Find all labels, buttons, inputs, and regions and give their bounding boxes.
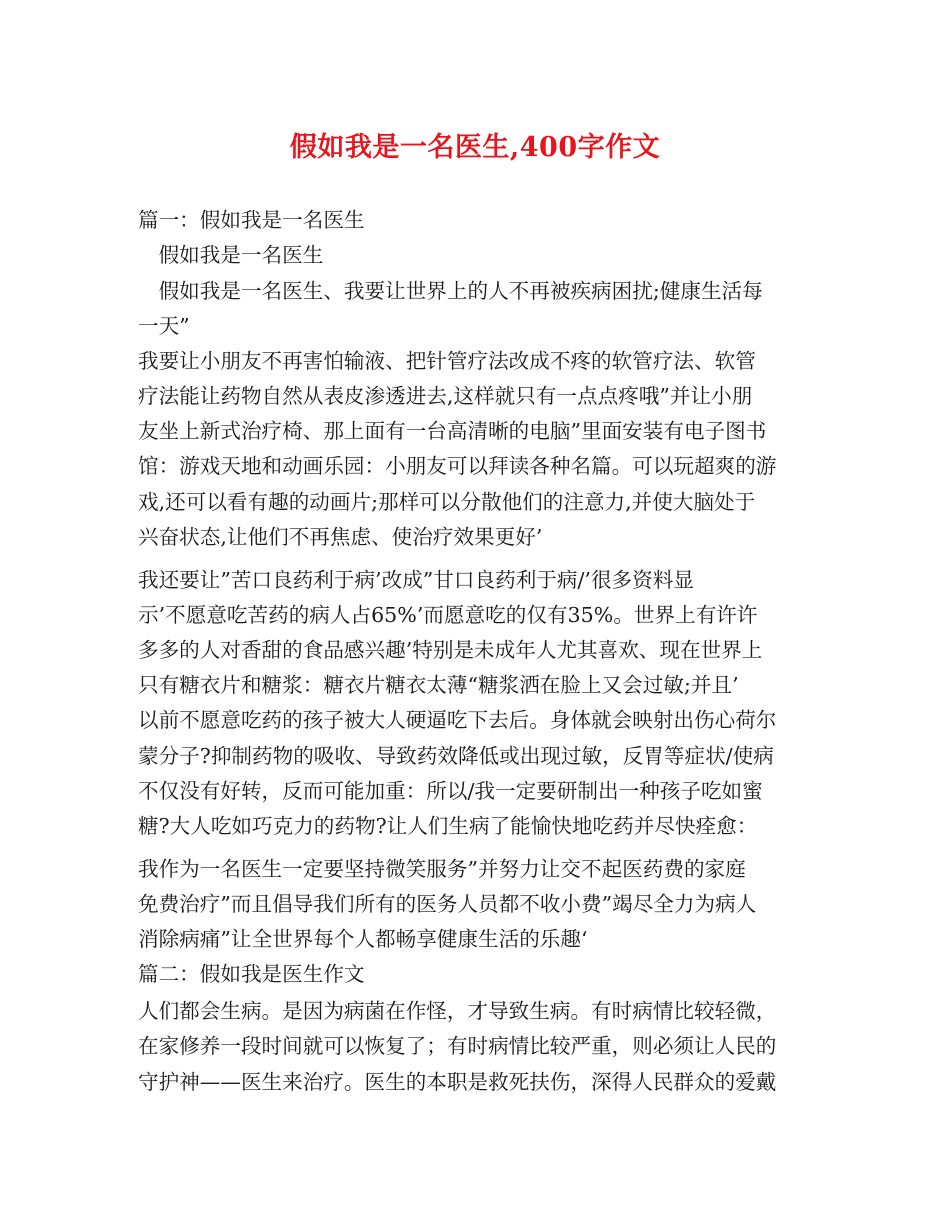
paragraph-line: 一天” bbox=[138, 314, 190, 338]
paragraph-line: 假如我是一名医生、我要让世界上的人不再被疾病困扰;健康生活每 bbox=[138, 279, 763, 303]
paragraph-line: 消除病痛”让全世界每个人都畅享健康生活的乐趣‘ bbox=[138, 927, 588, 951]
paragraph-line: 友坐上新式治疗椅、那上面有一台高清晰的电脑”里面安装有电子图书 bbox=[138, 419, 767, 443]
paragraph-line: 蒙分子?抑制药物的吸收、导致药效降低或出现过敏，反胃等症状/使病 bbox=[138, 744, 774, 768]
document-title: 假如我是一名医生,400字作文 bbox=[289, 132, 661, 163]
paragraph-line: 以前不愿意吃药的孩子被大人硬逼吃下去后。身体就会映射出伤心荷尔 bbox=[138, 708, 777, 732]
paragraph-line: 假如我是一名医生 bbox=[138, 243, 324, 267]
paragraph-line: 糖?大人吃如巧克力的药物?让人们生病了能愉快地吃药并尽快痊愈： bbox=[138, 814, 758, 838]
paragraph-line: 守护神——医生来治疗。医生的本职是救死扶伤，深得人民群众的爱戴 bbox=[138, 1070, 777, 1094]
heading-part-one: 篇一：假如我是一名医生 bbox=[138, 208, 365, 232]
paragraph-line: 我还要让”苦口良药利于病’改成”甘口良药利于病/’很多资料显 bbox=[138, 568, 694, 592]
paragraph-line: 不仅没有好转，反而可能加重：所以/我一定要研制出一种孩子吃如蜜 bbox=[138, 779, 763, 803]
heading-part-two: 篇二：假如我是医生作文 bbox=[138, 962, 365, 986]
paragraph-line: 馆：游戏天地和动画乐园：小朋友可以拜读各种名篇。可以玩超爽的游 bbox=[138, 454, 777, 478]
paragraph-line: 示’不愿意吃苦药的病人占65%’而愿意吃的仅有35%。世界上有许许 bbox=[138, 603, 758, 627]
paragraph-line: 在家修养一段时间就可以恢复了；有时病情比较严重，则必须让人民的 bbox=[138, 1034, 777, 1058]
paragraph-line: 我要让小朋友不再害怕输液、把针管疗法改成不疼的软管疗法、软管 bbox=[138, 349, 756, 373]
paragraph-line: 免费治疗”而且倡导我们所有的医务人员都不收小费”竭尽全力为病人 bbox=[138, 892, 757, 916]
paragraph-line: 疗法能让药物自然从表皮渗透进去,这样就只有一点点疼哦”并让小朋 bbox=[138, 384, 753, 408]
paragraph-line: 兴奋状态,让他们不再焦虑、使治疗效果更好’ bbox=[138, 525, 543, 549]
paragraph-line: 我作为一名医生一定要坚持微笑服务”并努力让交不起医药费的家庭 bbox=[138, 857, 746, 881]
paragraph-line: 戏,还可以看有趣的动画片;那样可以分散他们的注意力,并使大脑处于 bbox=[138, 490, 756, 514]
paragraph-line: 多多的人对香甜的食品感兴趣’特别是未成年人尤其喜欢、现在世界上 bbox=[138, 638, 763, 662]
paragraph-line: 人们都会生病。是因为病菌在作怪，才导致生病。有时病情比较轻微， bbox=[138, 999, 777, 1023]
paragraph-line: 只有糖衣片和糖浆：糖衣片糖衣太薄“糖浆洒在脸上又会过敏;并且’ bbox=[138, 673, 739, 697]
